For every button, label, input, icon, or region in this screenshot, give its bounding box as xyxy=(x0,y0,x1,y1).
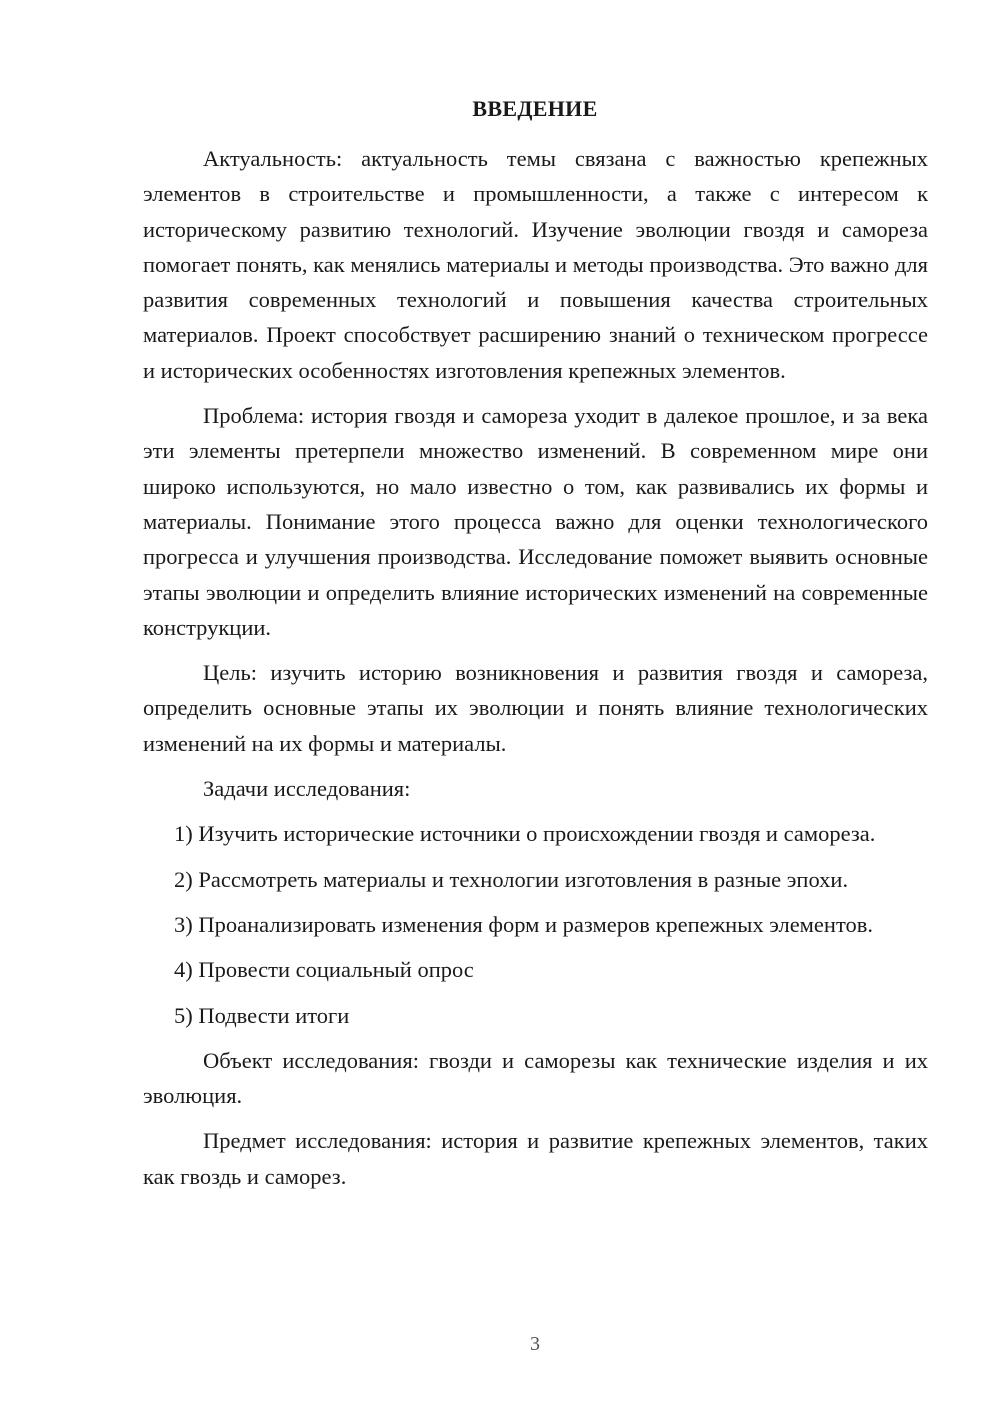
paragraph-problem: Проблема: история гвоздя и самореза уходит в далекое прошлое, и за века эти элементы претерпели множество изменений. В современном мире они широко используются, но мало известно о том, как развивались их формы и материалы. Понимание этого процесса важно для оценки технологического прогресса и улучшения производства. Исследование поможет выявить основные этапы эволюции и определить влияние исторических изменений на современные конструкции. xyxy=(143,403,928,640)
task-item-2: 2) Рассмотреть материалы и технологии изготовления в разные эпохи. xyxy=(174,866,849,892)
task-item-3: 3) Проанализировать изменения форм и размеров крепежных элементов. xyxy=(174,911,873,937)
paragraph-goal: Цель: изучить историю возникновения и развития гвоздя и самореза, определить основные этапы их эволюции и понять влияние технологических изменений на их формы и материалы. xyxy=(143,660,928,756)
task-item-4: 4) Провести социальный опрос xyxy=(174,957,474,983)
paragraph-subject: Предмет исследования: история и развитие крепежных элементов, таких как гвоздь и саморез. xyxy=(143,1128,928,1189)
task-item-1: 1) Изучить исторические источники о происхождении гвоздя и самореза. xyxy=(174,821,876,847)
paragraph-relevance: Актуальность: актуальность темы связана с важностью крепежных элементов в строительстве и промышленности, а также с интересом к историческому развитию технологий. Изучение эволюции гвоздя и самореза помогает понять, как менялись материалы и методы производства. Это важно для развития современных технологий и повышения качества строительных материалов. Проект способствует расширению знаний о техническом прогрессе и исторических особенностях изготовления крепежных элементов. xyxy=(143,146,928,383)
task-item-5: 5) Подвести итоги xyxy=(174,1002,350,1028)
document-body xyxy=(143,141,928,1194)
page-number: 3 xyxy=(530,1333,540,1355)
paragraph-object: Объект исследования: гвозди и саморезы как технические изделия и их эволюция. xyxy=(143,1047,928,1109)
page-title: ВВЕДЕНИЕ xyxy=(472,96,598,121)
tasks-heading: Задачи исследования: xyxy=(203,776,411,802)
